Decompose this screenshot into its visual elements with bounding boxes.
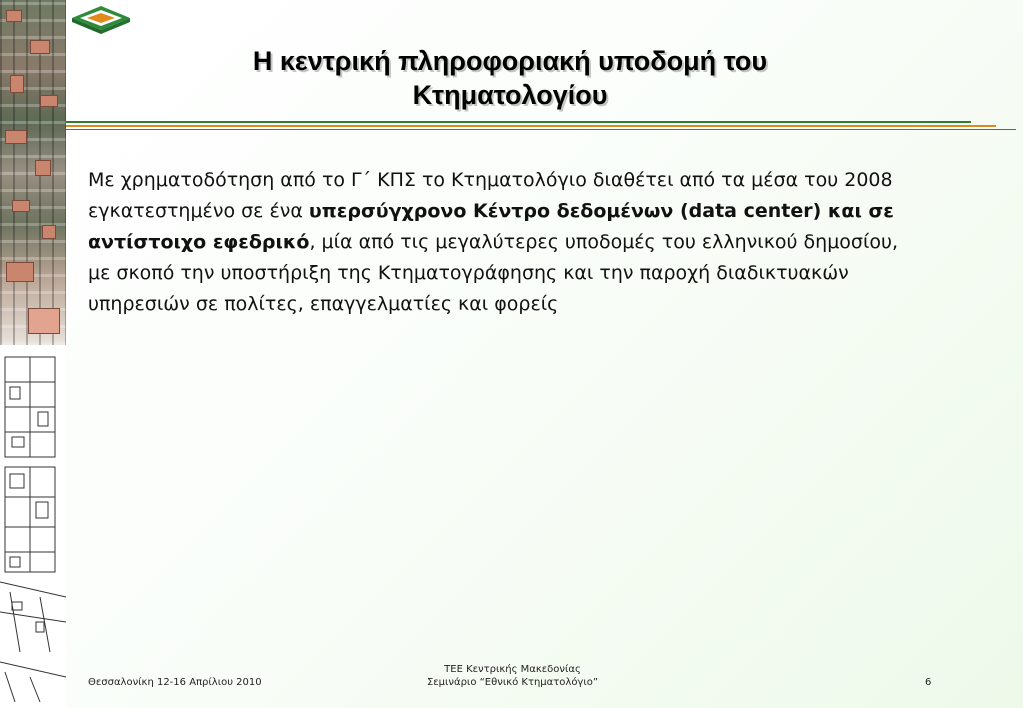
aerial-photo-strip: [0, 0, 66, 345]
title-line-1: Η κεντρική πληροφοριακή υποδομή του: [252, 46, 768, 76]
title-block: [150, 44, 870, 112]
cadastre-logo-icon: [70, 4, 132, 38]
parcel-map-strip: [0, 352, 66, 708]
footer-center-line-1: ΤΕΕ Κεντρικής Μακεδονίας: [444, 664, 581, 675]
footer-center-line-2: Σεμινάριο “Εθνικό Κτηματολόγιο”: [426, 677, 599, 688]
footer-organization: [420, 663, 605, 689]
body-text-bold: υπερσύγχρονο Κέντρο δεδομένων (data center) και σε αντίστοιχο εφεδρικό: [88, 200, 894, 253]
title-rule-orange: [66, 125, 996, 127]
slide-title: [150, 44, 870, 112]
body-paragraph: [88, 165, 923, 320]
left-decorative-strip: [0, 0, 66, 708]
body-text-part-2: , μία από τις μεγαλύτερες υποδομές του ελληνικού δημοσίου, με σκοπό την υποστήριξη της Κτηματογράφησης και την παροχή διαδικτυακών υπηρεσιών σε πολίτες, επαγγελματίες και φορείς: [88, 231, 899, 315]
body-text-part-1: Με χρηματοδότηση από το Γ΄ ΚΠΣ το Κτηματολόγιο διαθέτει από τα μέσα του 2008 εγκατεστημένο σε ένα: [88, 169, 893, 222]
title-line-2: Κτηματολογίου: [412, 80, 608, 110]
footer-date-location: Θεσσαλονίκη 12-16 Απρίλιου 2010: [88, 677, 262, 688]
title-rule-green: [66, 121, 971, 123]
slide-number: 6: [925, 677, 932, 688]
title-rule-blue: [66, 129, 1016, 130]
